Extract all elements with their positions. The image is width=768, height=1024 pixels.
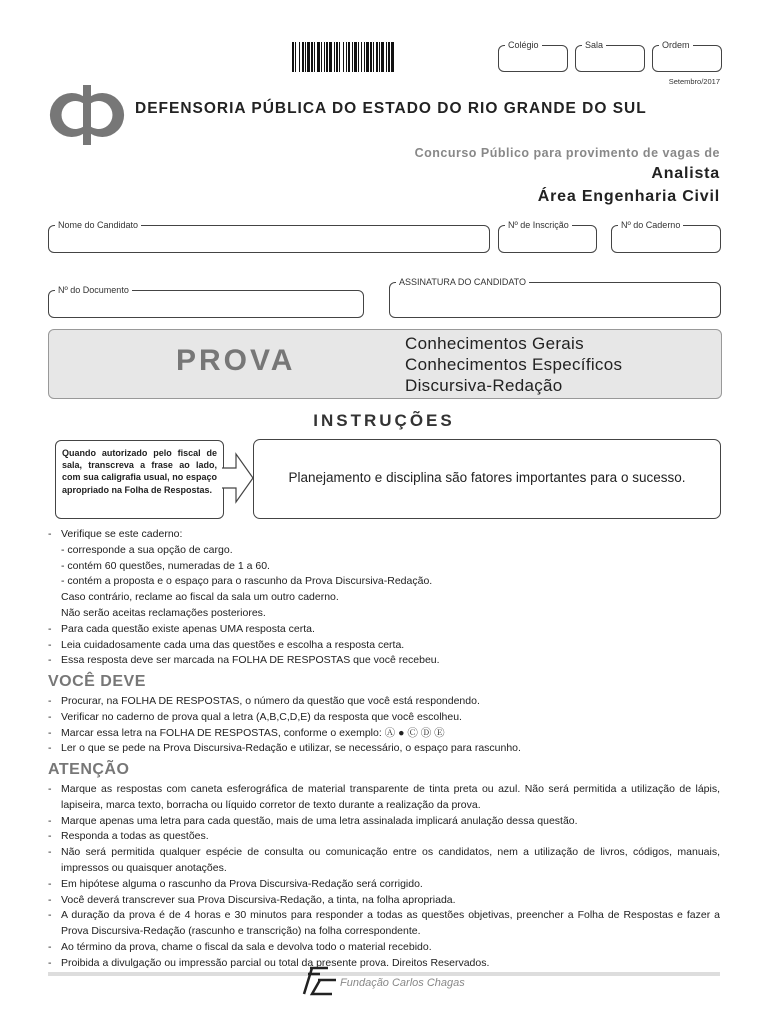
barcode-bar [292,42,294,72]
transcription-note-text: Quando autorizado pelo fiscal de sala, transcreva a frase ao lado, com sua caligrafia usual, no espaço apropriado na Folha de Respostas. [62,448,217,495]
area-title: Área Engenharia Civil [537,188,720,205]
list-item: Não serão aceitas reclamações posteriores. [61,606,266,619]
inscricao-label: Nº de Inscrição [505,219,572,231]
ordem-field[interactable] [652,40,722,72]
barcode-bar [364,42,365,72]
list-item: - contém a proposta e o espaço para o rascunho da Prova Discursiva-Redação. [61,575,433,588]
concurso-text: Concurso Público para provimento de vagas de [414,146,720,160]
arrow-right-icon [222,452,254,504]
documento-label: Nº do Documento [55,284,132,296]
prova-item: Conhecimentos Gerais [405,334,584,353]
barcode-bar [307,42,310,72]
barcode-bar [388,42,390,72]
list-item: - Em hipótese alguma o rascunho da Prova Discursiva-Redação será corrigido. [48,877,720,893]
list-item: - Procurar, na FOLHA DE RESPOSTAS, o número da questão que você está respondendo. [48,694,720,710]
list-item: - Leia cuidadosamente cada uma das questões e escolha a resposta certa. [48,638,720,654]
transcription-phrase: Planejamento e disciplina são fatores importantes para o sucesso. [288,470,686,485]
voce-deve-heading: VOCÊ DEVE [48,673,146,690]
barcode-bar [295,42,296,72]
list-item: - Ao término da prova, chame o fiscal da sala e devolva todo o material recebido. [48,940,720,956]
atencao-list [48,782,720,972]
barcode-bar [361,42,362,72]
caderno-field[interactable] [611,220,721,253]
barcode-bar [326,42,328,72]
list-item: - Para cada questão existe apenas UMA resposta certa. [48,622,720,638]
inscricao-field[interactable] [498,220,597,253]
institution-title: DEFENSORIA PÚBLICA DO ESTADO DO RIO GRANDE DO SUL [135,100,647,117]
list-item: - corresponde a sua opção de cargo. [61,543,233,556]
sala-field[interactable] [575,40,645,72]
nome-candidato-label: Nome do Candidato [55,219,141,231]
list-item: - Marque apenas uma letra para cada questão, mais de uma letra assinalada implicará anulação dessa questão. [48,814,720,830]
voce-deve-list [48,694,720,757]
list-item: - Você deverá transcrever sua Prova Discursiva-Redação, a tinta, na folha apropriada. [48,893,720,909]
barcode-bar [391,42,394,72]
fcc-logo-icon [298,966,338,996]
list-item: Caso contrário, reclame ao fiscal da sala um outro caderno. [61,591,339,604]
barcode-bar [381,42,384,72]
barcode-bar [352,42,353,72]
list-item: - Marque as respostas com caneta esferográfica de material transparente de tinta preta ou azul. Não será permitida a utilização de lápis, lapiseira, marca texto, borracha ou líquido corretor de texto durante a realização da prova. [48,782,720,814]
colegio-field[interactable] [498,40,568,72]
list-item: - A duração da prova é de 4 horas e 30 minutos para responder a todas as questões objetivas, preencher a Folha de Respostas e fazer a Prova Discursiva-Redação (rascunho e transcrição) na folha correspondente. [48,908,720,940]
barcode [292,42,470,72]
colegio-label: Colégio [505,39,542,51]
transcription-phrase-box [253,439,721,519]
barcode-bar [299,42,300,72]
assinatura-label: ASSINATURA DO CANDIDATO [396,276,529,288]
barcode-bar [386,42,387,72]
nome-candidato-field[interactable] [48,220,490,253]
barcode-bar [302,42,304,72]
list-item: - Verificar no caderno de prova qual a letra (A,B,C,D,E) da resposta que você escolheu. [48,710,720,726]
caderno-label: Nº do Caderno [618,219,683,231]
barcode-bar [366,42,369,72]
assinatura-field[interactable] [389,277,721,318]
list-item: - Verifique se este caderno: [48,527,720,543]
prova-item: Discursiva-Redação [405,376,563,395]
documento-field[interactable] [48,285,364,318]
barcode-bar [311,42,313,72]
prova-item: Conhecimentos Específicos [405,355,623,374]
barcode-bar [376,42,378,72]
list-item: - Ler o que se pede na Prova Discursiva-Redação e utilizar, se necessário, o espaço para rascunho. [48,741,720,757]
prova-box [48,329,722,399]
barcode-bar [370,42,372,72]
instruction-list [48,527,720,669]
list-item: - Proibida a divulgação ou impressão parcial ou total da presente prova. Direitos Reservados. [48,956,720,972]
list-item: - Marcar essa letra na FOLHA DE RESPOSTAS, conforme o exemplo: Ⓐ ● Ⓒ Ⓓ Ⓔ [48,726,720,742]
barcode-bar [317,42,320,72]
list-item: - Não será permitida qualquer espécie de consulta ou comunicação entre os candidatos, nem a utilização de livros, códigos, manuais, impressos ou quaisquer anotações. [48,845,720,877]
list-item: - Responda a todas as questões. [48,829,720,845]
barcode-bar [321,42,322,72]
footer-divider [48,972,720,976]
ordem-label: Ordem [659,39,693,51]
barcode-bar [329,42,332,72]
prova-items [405,333,622,396]
sala-label: Sala [582,39,606,51]
instrucoes-title: INSTRUÇÕES [313,411,455,430]
barcode-bar [373,42,374,72]
barcode-bar [334,42,335,72]
dpe-logo [47,85,127,145]
barcode-bar [324,42,325,72]
list-item: - contém 60 questões, numeradas de 1 a 60. [61,559,270,572]
barcode-bar [354,42,357,72]
barcode-bar [379,42,380,72]
barcode-bar [343,42,344,72]
prova-word: PROVA [176,344,296,377]
barcode-bar [339,42,340,72]
barcode-bar [314,42,315,72]
barcode-bar [358,42,359,72]
barcode-bar [305,42,306,72]
fcc-name: Fundação Carlos Chagas [340,977,465,989]
atencao-heading: ATENÇÃO [48,761,130,778]
barcode-bar [348,42,350,72]
transcription-note [55,440,224,519]
exam-date: Setembro/2017 [668,77,720,86]
list-item: - Essa resposta deve ser marcada na FOLHA DE RESPOSTAS que você recebeu. [48,653,720,669]
barcode-bar [346,42,347,72]
barcode-bar [336,42,338,72]
cargo-title: Analista [651,165,720,182]
